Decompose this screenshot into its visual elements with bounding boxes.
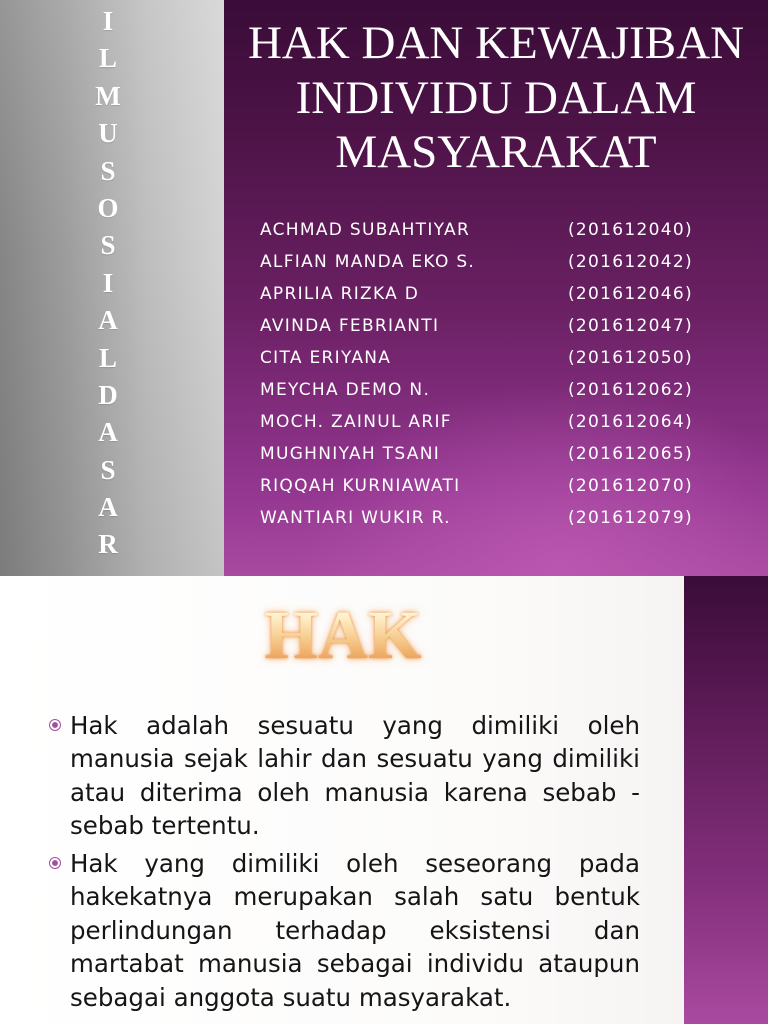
slide-title bbox=[224, 16, 768, 180]
member-name: APRILIA RIZKA D bbox=[260, 284, 420, 304]
title-line: MASYARAKAT bbox=[335, 126, 657, 178]
vertical-title-word bbox=[95, 3, 120, 153]
vertical-title-letter: S bbox=[100, 230, 116, 261]
member-name: ACHMAD SUBAHTIYAR bbox=[260, 220, 471, 240]
member-row bbox=[260, 374, 693, 406]
vertical-title-letter: S bbox=[100, 454, 116, 485]
content-area bbox=[0, 576, 684, 1024]
member-row bbox=[260, 438, 693, 470]
member-id: (201612042) bbox=[568, 252, 693, 272]
vertical-title-letter: L bbox=[98, 43, 117, 74]
member-name: MUGHNIYAH TSANI bbox=[260, 444, 441, 464]
member-id: (201612047) bbox=[568, 316, 693, 336]
vertical-title-letter: S bbox=[100, 155, 116, 186]
member-list bbox=[260, 214, 693, 534]
slide-heading bbox=[0, 595, 686, 675]
member-row bbox=[260, 278, 693, 310]
member-row bbox=[260, 502, 693, 534]
vertical-title-word bbox=[98, 377, 118, 564]
vertical-title-letter: D bbox=[98, 379, 118, 410]
member-name: AVINDA FEBRIANTI bbox=[260, 316, 440, 336]
vertical-course-title bbox=[0, 3, 216, 564]
vertical-title-letter: O bbox=[97, 192, 119, 223]
bullet-item bbox=[70, 847, 640, 1015]
vertical-title-letter: I bbox=[102, 6, 114, 36]
bullet-text: Hak yang dimiliki oleh seseorang pada hakekatnya merupakan salah satu bentuk perlindungan terhadap eksistensi dan martabat manusia sebagai individu ataupun sebagai anggota suatu masyarakat. bbox=[70, 848, 640, 1012]
member-name: MEYCHA DEMO N. bbox=[260, 380, 431, 400]
vertical-title-letter: M bbox=[95, 80, 121, 111]
member-id: (201612046) bbox=[568, 284, 693, 304]
member-id: (201612070) bbox=[568, 476, 693, 496]
member-name: MOCH. ZAINUL ARIF bbox=[260, 412, 452, 432]
vertical-title-word bbox=[97, 153, 118, 377]
vertical-title-letter: I bbox=[102, 267, 114, 298]
vertical-title-letter: A bbox=[98, 492, 118, 523]
vertical-title-letter: L bbox=[98, 342, 117, 373]
gray-side-panel bbox=[0, 0, 224, 576]
vertical-title-letter: U bbox=[98, 118, 118, 149]
member-row bbox=[260, 246, 693, 278]
member-id: (201612062) bbox=[568, 380, 693, 400]
bullet-text: Hak adalah sesuatu yang dimiliki oleh manusia sejak lahir dan sesuatu yang dimiliki atau diterima oleh manusia karena sebab - sebab tertentu. bbox=[70, 710, 640, 840]
member-row bbox=[260, 470, 693, 502]
member-id: (201612040) bbox=[568, 220, 693, 240]
member-id: (201612065) bbox=[568, 444, 693, 464]
member-name: WANTIARI WUKIR R. bbox=[260, 508, 451, 528]
member-name: RIQQAH KURNIAWATI bbox=[260, 476, 461, 496]
member-name: CITA ERIYANA bbox=[260, 348, 392, 368]
bullet-item bbox=[70, 709, 640, 843]
member-id: (201612079) bbox=[568, 508, 693, 528]
member-id: (201612064) bbox=[568, 412, 693, 432]
purple-side-strip bbox=[684, 576, 768, 1024]
member-row bbox=[260, 342, 693, 374]
vertical-title-letter: A bbox=[98, 417, 118, 448]
member-name: ALFIAN MANDA EKO S. bbox=[260, 252, 476, 272]
bullet-list bbox=[70, 709, 640, 1019]
content-slide bbox=[0, 576, 768, 1024]
member-row bbox=[260, 214, 693, 246]
purple-title-panel bbox=[224, 0, 768, 576]
vertical-title-letter: R bbox=[98, 529, 118, 560]
title-line: HAK DAN KEWAJIBAN bbox=[247, 17, 745, 69]
circled-dot-icon bbox=[49, 719, 61, 731]
member-id: (201612050) bbox=[568, 348, 693, 368]
heading-text: HAK bbox=[264, 597, 422, 673]
member-row bbox=[260, 310, 693, 342]
title-line: INDIVIDU DALAM bbox=[295, 71, 697, 124]
member-row bbox=[260, 406, 693, 438]
vertical-title-letter: A bbox=[98, 305, 118, 336]
circled-dot-icon bbox=[49, 857, 61, 869]
